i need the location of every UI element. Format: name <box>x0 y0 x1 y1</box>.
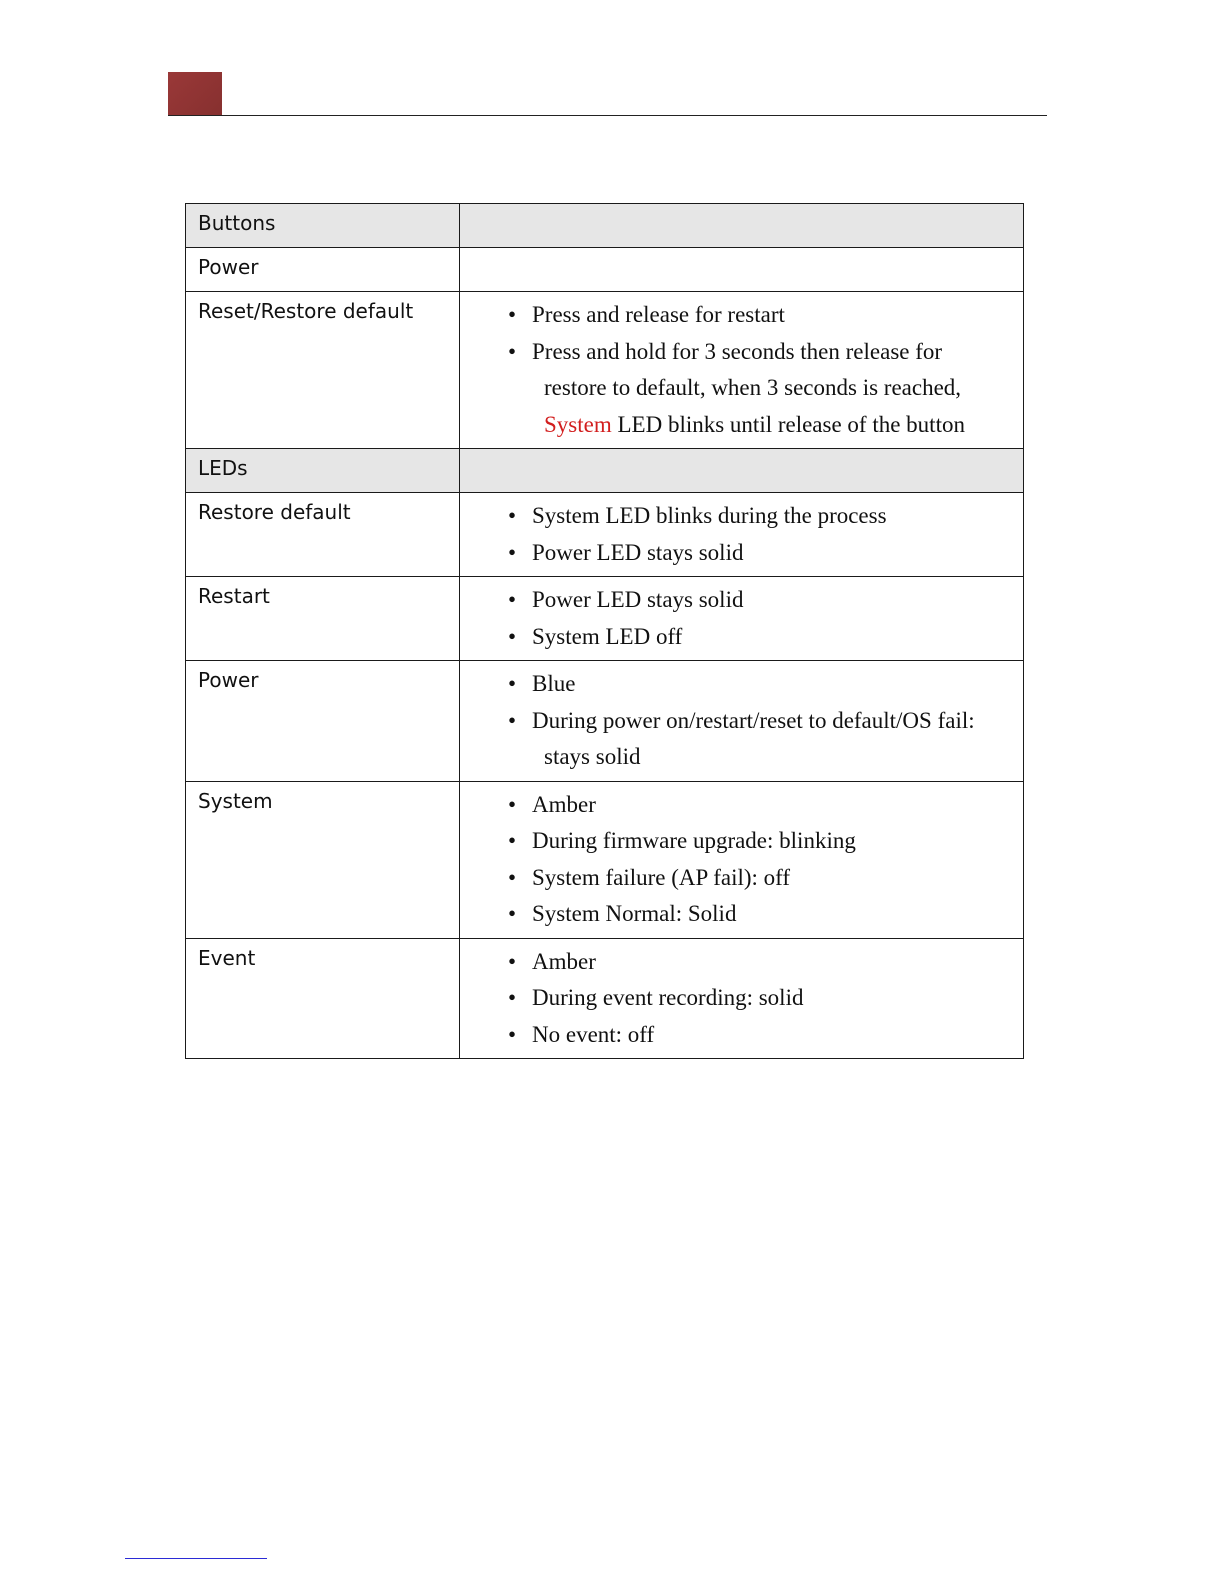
bullet-text: LED blinks until release of the button <box>611 411 965 437</box>
bullet-list <box>508 787 1013 933</box>
bullet-text: Amber <box>532 948 596 974</box>
bullet-item <box>508 896 1013 933</box>
bullet-text: Blue <box>532 671 576 696</box>
bullet-item <box>508 666 1013 703</box>
bullet-text: During event recording: solid <box>532 985 804 1010</box>
bullet-item <box>508 860 1013 897</box>
row-description <box>460 661 1024 782</box>
bullet-text: During power on/restart/reset to default/OS fail: <box>532 707 975 733</box>
bullet-item <box>508 1017 1013 1054</box>
row-label: Power <box>186 661 460 782</box>
bullet-item <box>508 980 1013 1017</box>
row-label: Event <box>186 938 460 1059</box>
highlight-system-text: System <box>544 411 612 437</box>
bullet-text: System Normal: Solid <box>532 901 737 926</box>
header-accent-block <box>168 72 222 116</box>
bullet-item <box>508 297 1013 334</box>
bullet-text: System failure (AP fail): off <box>532 864 791 890</box>
bullet-text: Press and hold for 3 seconds then release for <box>532 338 943 364</box>
row-description <box>460 577 1024 661</box>
table-row-restore-default <box>186 493 1024 577</box>
row-label: Power <box>186 248 460 292</box>
table-row-event <box>186 938 1024 1059</box>
row-label: Restore default <box>186 493 460 577</box>
section-title: LEDs <box>186 449 460 493</box>
bullet-text: System LED off <box>532 623 683 649</box>
bullet-icon: • <box>508 828 517 853</box>
bullet-continuation: stays solid <box>544 744 641 769</box>
bullet-icon: • <box>508 623 517 649</box>
header-rule <box>168 115 1047 116</box>
table-row-system <box>186 781 1024 938</box>
bullet-item <box>508 498 1013 535</box>
row-label: Reset/Restore default <box>186 292 460 449</box>
row-description <box>460 292 1024 449</box>
bullet-icon: • <box>508 791 517 817</box>
table-row-restart <box>186 577 1024 661</box>
row-description <box>460 493 1024 577</box>
row-description <box>460 248 1024 292</box>
bullet-icon: • <box>508 707 517 733</box>
bullet-list <box>508 666 1013 776</box>
bullet-icon: • <box>508 302 517 327</box>
bullet-item <box>508 823 1013 860</box>
row-label: System <box>186 781 460 938</box>
bullet-item <box>508 535 1013 572</box>
row-label: Restart <box>186 577 460 661</box>
bullet-text: No event: off <box>532 1021 655 1047</box>
section-header-spacer <box>460 204 1024 248</box>
section-header-buttons <box>186 204 1024 248</box>
bullet-text: System LED blinks during the process <box>532 503 887 528</box>
bullet-icon: • <box>508 539 517 565</box>
bullet-list <box>508 498 1013 571</box>
bullet-icon: • <box>508 864 517 890</box>
section-header-leds <box>186 449 1024 493</box>
bullet-list <box>508 582 1013 655</box>
bullet-icon: • <box>508 587 517 612</box>
row-description <box>460 938 1024 1059</box>
bullet-item <box>508 944 1013 981</box>
bullet-text: Press and release for restart <box>532 302 785 327</box>
bullet-text: During firmware upgrade: blinking <box>532 828 856 853</box>
row-description <box>460 781 1024 938</box>
table-row-reset-restore <box>186 292 1024 449</box>
bullet-item <box>508 703 1013 776</box>
bullet-text: Amber <box>532 791 596 817</box>
bullet-icon: • <box>508 671 517 696</box>
bullet-text: Power LED stays solid <box>532 587 744 612</box>
bullet-icon: • <box>508 901 517 926</box>
bullet-icon: • <box>508 948 517 974</box>
bullet-list <box>508 944 1013 1054</box>
footer-link-underline <box>125 1558 267 1559</box>
bullet-item <box>508 787 1013 824</box>
section-header-spacer <box>460 449 1024 493</box>
table-row-power-led <box>186 661 1024 782</box>
bullet-icon: • <box>508 503 517 528</box>
bullet-icon: • <box>508 338 517 364</box>
bullet-icon: • <box>508 985 517 1010</box>
bullet-text: Power LED stays solid <box>532 539 744 565</box>
bullet-icon: • <box>508 1021 517 1047</box>
bullet-item <box>508 619 1013 656</box>
table-row-power-button <box>186 248 1024 292</box>
buttons-leds-table <box>185 203 1024 1059</box>
bullet-item <box>508 582 1013 619</box>
bullet-item <box>508 334 1013 444</box>
bullet-list <box>508 297 1013 443</box>
section-title: Buttons <box>186 204 460 248</box>
bullet-continuation <box>532 407 1013 444</box>
bullet-continuation: restore to default, when 3 seconds is reached, <box>544 375 962 400</box>
